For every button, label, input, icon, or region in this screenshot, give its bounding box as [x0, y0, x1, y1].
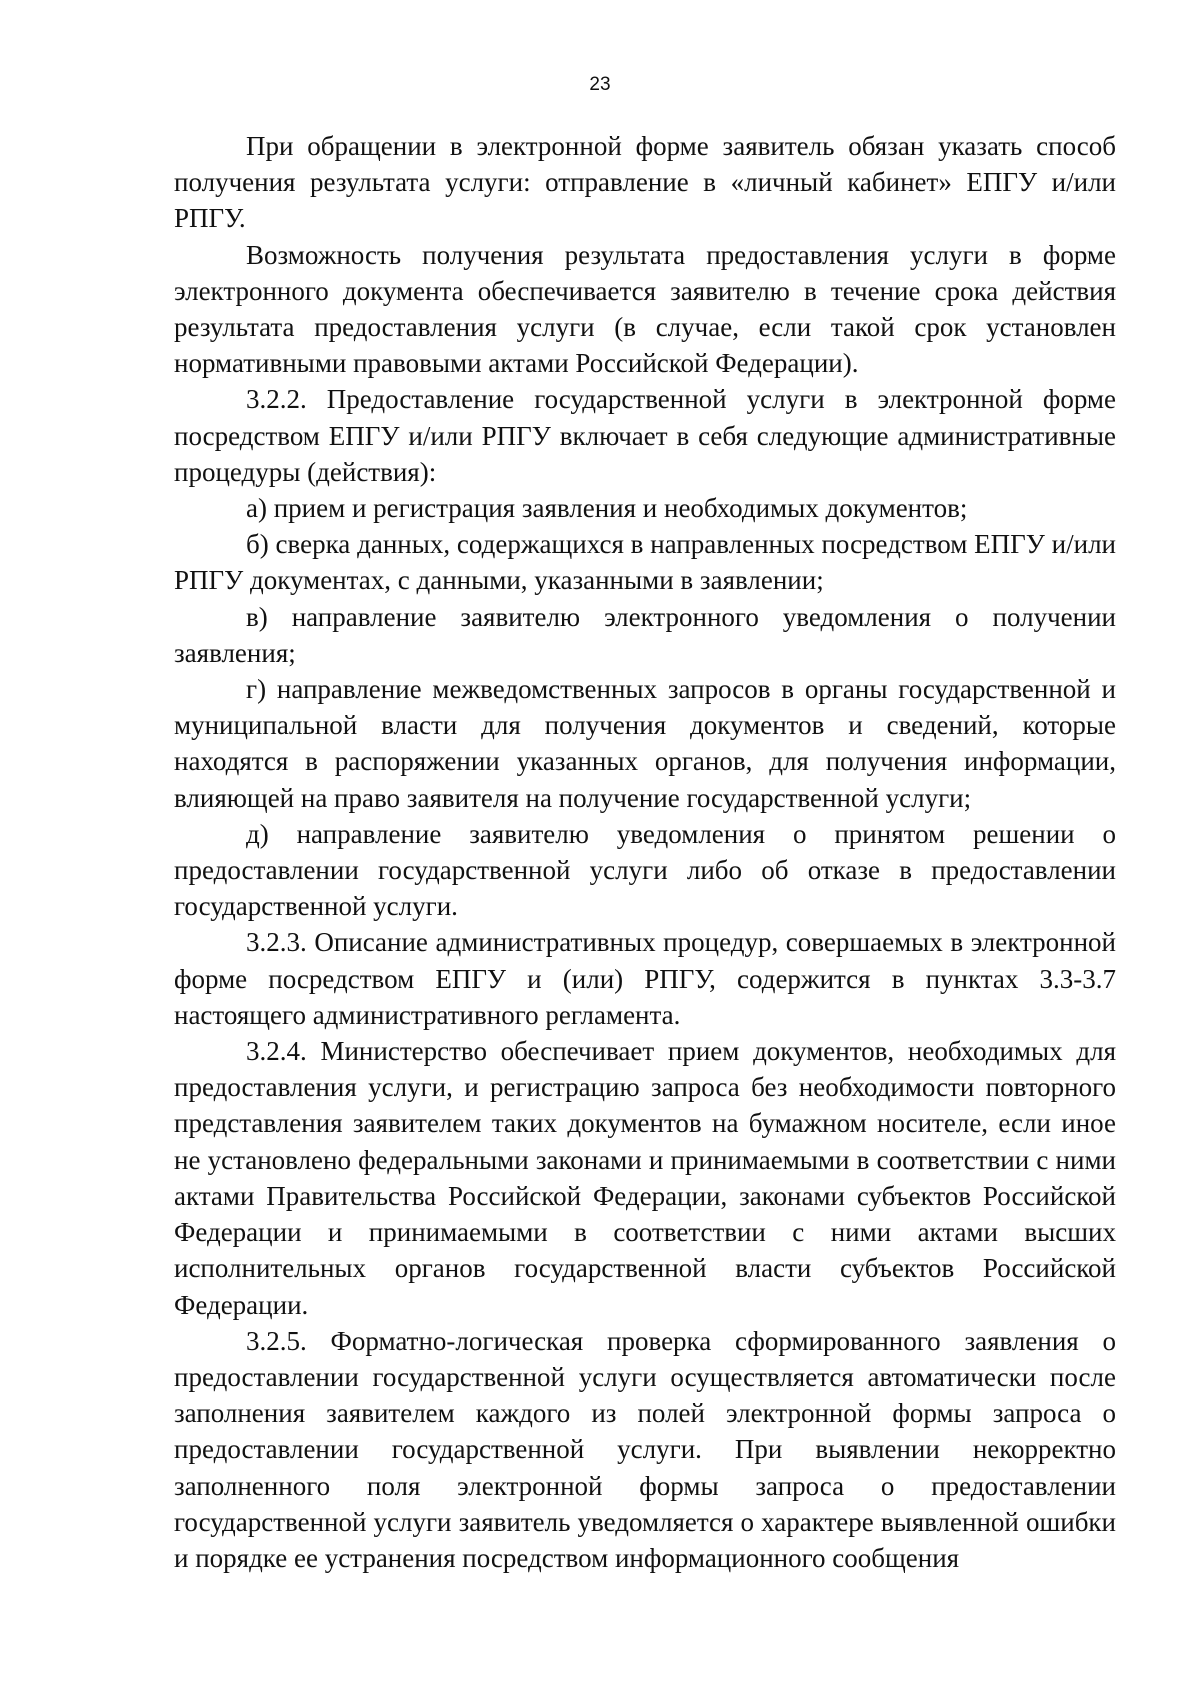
list-item-g: г) направление межведомственных запросов в органы государственной и муниципальной власти для получения документов и сведений, которые находятся в распоряжении указанных органов, для получения информации, влияющей на право заявителя на получение государственной услуги; [174, 674, 1116, 813]
list-item-d: д) направление заявителю уведомления о принятом решении о предоставлении государственной услуги либо об отказе в предоставлении государственной услуги. [174, 818, 1116, 922]
list-item-b: б) сверка данных, содержащихся в направленных посредством ЕПГУ и/или РПГУ документах, с данными, указанными в заявлении; [174, 529, 1116, 596]
page-number: 23 [589, 74, 611, 95]
list-item-v: в) направление заявителю электронного уведомления о получении заявления; [174, 601, 1116, 668]
paragraph-result-availability: Возможность получения результата предоставления услуги в форме электронного документа обеспечивается заявителю в течение срока действия результата предоставления услуги (в случае, если такой срок установлен нормативными правовыми актами Российской Федерации). [174, 239, 1116, 379]
paragraph-result-method: При обращении в электронной форме заявитель обязан указать способ получения результата услуги: отправление в «личный кабинет» ЕПГУ и/или РПГУ. [174, 131, 1116, 234]
list-item-a: а) прием и регистрация заявления и необходимых документов; [246, 493, 968, 524]
paragraph-3-2-4: 3.2.4. Министерство обеспечивает прием документов, необходимых для предоставления услуги, и регистрацию запроса без необходимости повторного представления заявителем таких документов на бумажном носителе, если иное не установлено федеральными законами и принимаемыми в соответствии с ними актами Правительства Российской Федерации, законами субъектов Российской Федерации и принимаемыми в соответствии с ними актами высших исполнительных органов государственной власти субъектов Российской Федерации. [174, 1036, 1116, 1320]
paragraph-3-2-3: 3.2.3. Описание административных процедур, совершаемых в электронной форме посредством ЕПГУ и (или) РПГУ, содержится в пунктах 3.3-3.7 настоящего административного регламента. [174, 927, 1116, 1030]
paragraph-3-2-2: 3.2.2. Предоставление государственной услуги в электронной форме посредством ЕПГУ и/или РПГУ включает в себя следующие административные процедуры (действия): [174, 384, 1116, 487]
paragraph-3-2-5: 3.2.5. Форматно-логическая проверка сформированного заявления о предоставлении государственной услуги осуществляется автоматически после заполнения заявителем каждого из полей электронной формы запроса о предоставлении государственной услуги. При выявлении некорректно заполненного поля электронной формы запроса о предоставлении государственной услуги заявитель уведомляется о характере выявленной ошибки и порядке ее устранения посредством информационного сообщения [174, 1325, 1116, 1573]
document-body [174, 128, 1116, 1576]
